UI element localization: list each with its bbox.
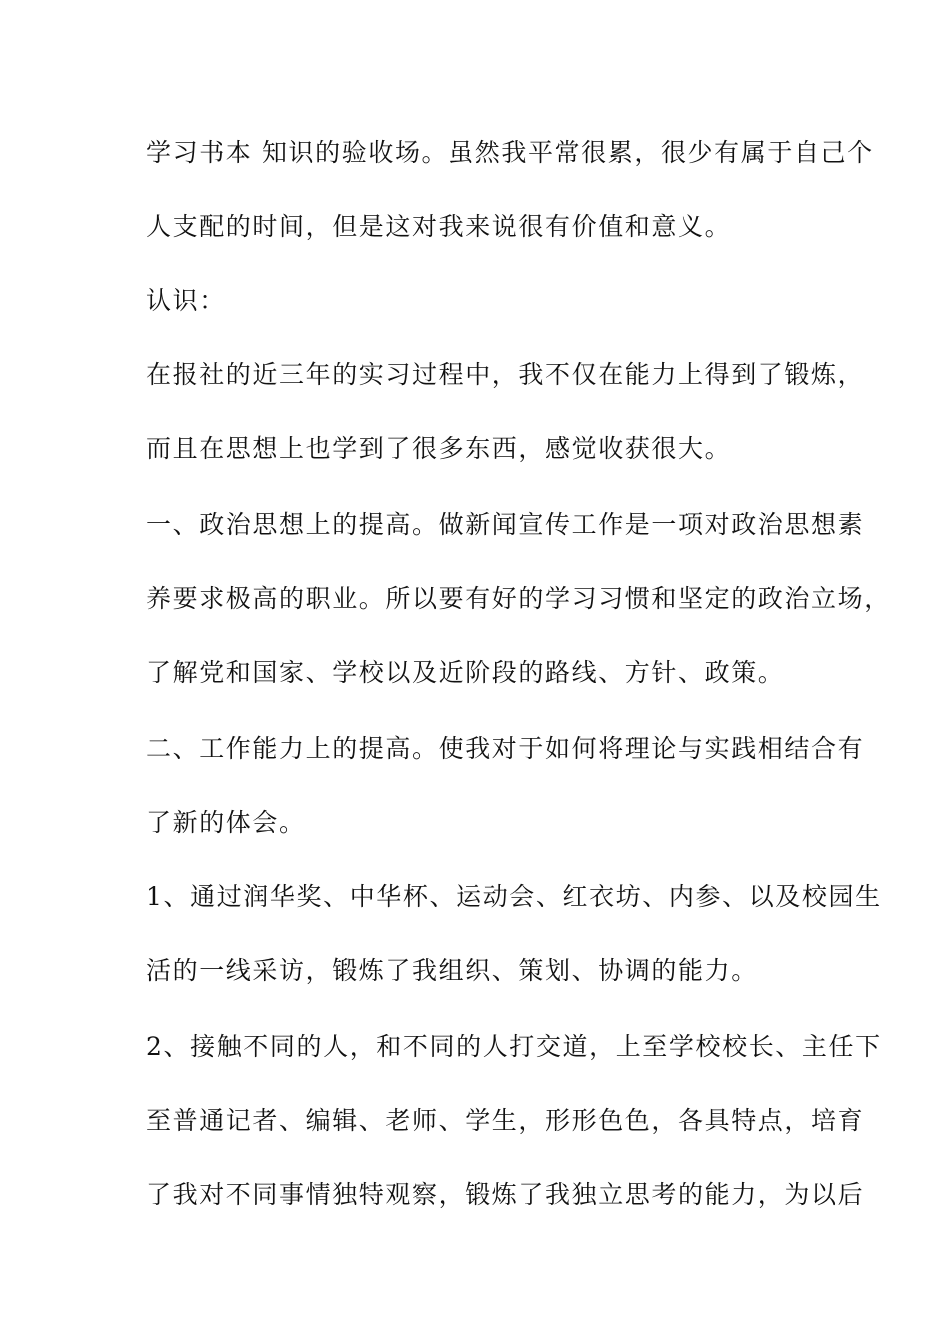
section-heading: 认识： <box>146 286 226 315</box>
text-line: 养要求极高的职业。所以要有好的学习习惯和坚定的政治立场， <box>146 584 891 613</box>
text-line: 了新的体会。 <box>146 808 306 837</box>
text-line: 一、政治思想上的提高。做新闻宣传工作是一项对政治思想素 <box>146 510 865 539</box>
text-line: 了解党和国家、学校以及近阶段的路线、方针、政策。 <box>146 658 785 687</box>
text-line: 学习书本 知识的验收场。虽然我平常很累，很少有属于自己个 <box>146 138 874 167</box>
text-line: 至普通记者、编辑、老师、学生，形形色色，各具特点，培育 <box>146 1106 865 1135</box>
text-line: 在报社的近三年的实习过程中，我不仅在能力上得到了锻炼， <box>146 360 865 389</box>
text-line: 二、工作能力上的提高。使我对于如何将理论与实践相结合有 <box>146 734 865 763</box>
text-line: 了我对不同事情独特观察，锻炼了我独立思考的能力，为以后 <box>146 1180 865 1209</box>
text-line: 而且在思想上也学到了很多东西，感觉收获很大。 <box>146 434 732 463</box>
text-line: 1、通过润华奖、中华杯、运动会、红衣坊、内参、以及校园生 <box>146 882 882 911</box>
text-line: 活的一线采访，锻炼了我组织、策划、协调的能力。 <box>146 956 758 985</box>
text-line: 人支配的时间，但是这对我来说很有价值和意义。 <box>146 212 732 241</box>
text-line: 2、接触不同的人，和不同的人打交道，上至学校校长、主任下 <box>146 1032 882 1061</box>
